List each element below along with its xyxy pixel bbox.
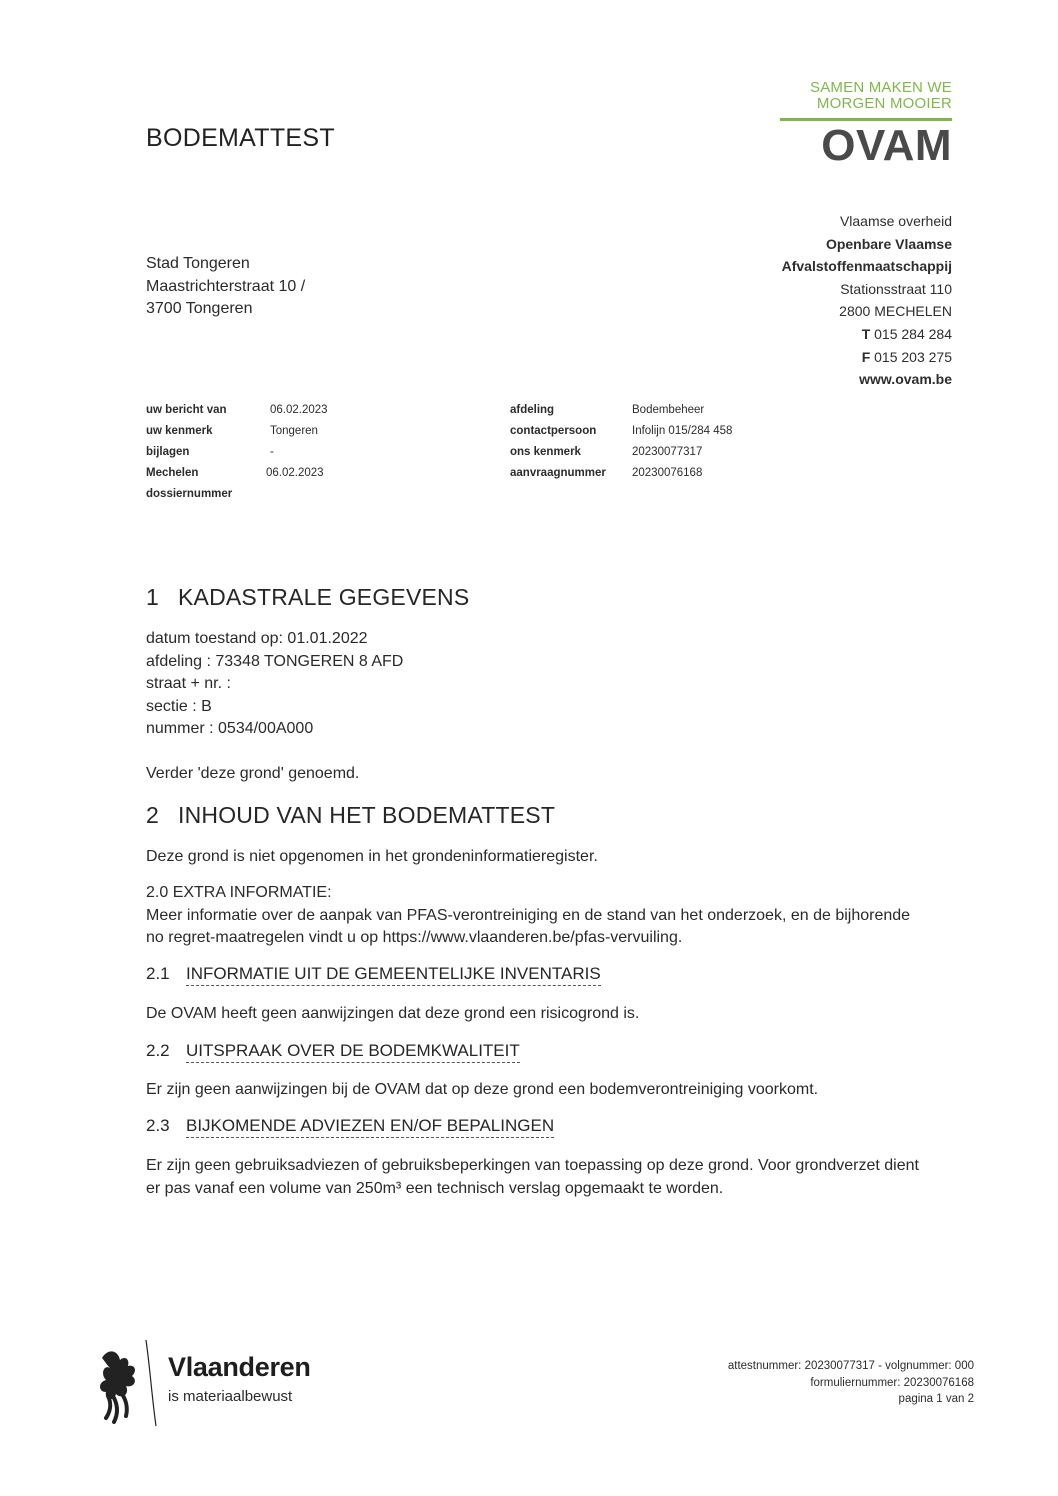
recipient-address <box>146 253 305 321</box>
meta-label: ons kenmerk <box>510 446 581 458</box>
footer-attest-number: attestnummer: 20230077317 - volgnummer: 000 <box>727 1360 974 1372</box>
meta-label: uw kenmerk <box>146 425 213 437</box>
sender-line-2: Openbare Vlaamse <box>825 235 952 252</box>
sender-address <box>692 210 952 391</box>
sender-fax <box>692 346 952 369</box>
meta-row-right <box>510 421 596 441</box>
subsection-2-1-heading <box>146 964 601 984</box>
subsection-title: INFORMATIE UIT DE GEMEENTELIJKE INVENTARIS <box>186 964 601 986</box>
sender-line-4: Stationsstraat 110 <box>840 280 952 297</box>
meta-value: Tongeren <box>270 425 318 437</box>
recipient-line-3: 3700 Tongeren <box>146 300 253 318</box>
section-1-heading <box>146 584 469 611</box>
meta-value: - <box>270 446 274 458</box>
extra-info-line: Meer informatie over de aanpak van PFAS-verontreiniging en de stand van het onderzoek, en de bijhorende <box>146 906 911 924</box>
logo-tagline-1: SAMEN MAKEN WE <box>810 79 952 96</box>
meta-value: Bodembeheer <box>632 404 705 416</box>
meta-label: contactpersoon <box>510 425 597 437</box>
meta-label: dossiernummer <box>146 488 233 500</box>
subsection-2-2-heading <box>146 1041 520 1061</box>
sender-line-3: Afvalstoffenmaatschappij <box>781 258 952 275</box>
meta-row-left <box>146 463 198 483</box>
meta-row-right <box>510 442 581 462</box>
subsection-number: 2.2 <box>146 1041 170 1060</box>
meta-value: Infolijn 015/284 458 <box>632 425 733 437</box>
meta-label: Mechelen <box>146 467 199 479</box>
logo-wordmark: OVAM <box>821 121 952 170</box>
extra-info-line: no regret-maatregelen vindt u op https://www.vlaanderen.be/pfas-vervuiling. <box>146 929 683 947</box>
extra-info-title: 2.0 EXTRA INFORMATIE: <box>146 884 332 901</box>
ovam-logo <box>780 80 952 169</box>
subsection-number: 2.3 <box>146 1116 170 1135</box>
vlaanderen-tagline: is materiaalbewust <box>168 1388 293 1405</box>
meta-value: 06.02.2023 <box>270 404 328 416</box>
meta-value: 20230077317 <box>632 446 703 458</box>
meta-label: bijlagen <box>146 446 190 458</box>
flemish-lion-icon <box>96 1338 158 1428</box>
subsection-2-3-heading <box>146 1116 554 1136</box>
cadastral-line: straat + nr. : <box>146 675 231 693</box>
footer-form-number: formuliernummer: 20230076168 <box>810 1376 974 1389</box>
footer-reference <box>728 1358 974 1408</box>
meta-label: uw bericht van <box>146 404 227 416</box>
subsection-2-1-text: De OVAM heeft geen aanwijzingen dat deze grond een risicogrond is. <box>146 1005 640 1022</box>
meta-row-left <box>146 442 189 462</box>
document-title: BODEMATTEST <box>146 124 335 152</box>
subsection-title: UITSPRAAK OVER DE BODEMKWALITEIT <box>186 1041 520 1063</box>
extra-information <box>146 882 976 950</box>
fax-label: F <box>861 348 871 365</box>
subsection-number: 2.1 <box>146 964 170 983</box>
meta-label: afdeling <box>510 404 555 416</box>
fax-number: 015 203 275 <box>874 348 952 365</box>
section-2-heading <box>146 802 555 829</box>
footer-page-number: pagina 1 van 2 <box>898 1393 974 1405</box>
logo-tagline-2: MORGEN MOOIER <box>816 95 952 112</box>
sender-phone <box>692 323 952 346</box>
sender-website[interactable]: www.ovam.be <box>859 371 952 388</box>
section-title: KADASTRALE GEGEVENS <box>178 584 470 610</box>
phone-number: 015 284 284 <box>874 325 952 342</box>
section-title: INHOUD VAN HET BODEMATTEST <box>178 802 556 828</box>
meta-label: aanvraagnummer <box>510 467 606 479</box>
recipient-line-1: Stad Tongeren <box>146 255 250 272</box>
meta-value: 20230076168 <box>632 467 703 479</box>
subsection-title: BIJKOMENDE ADVIEZEN EN/OF BEPALINGEN <box>186 1116 554 1138</box>
cadastral-details <box>146 628 976 741</box>
subsection-2-3-text <box>146 1155 976 1200</box>
meta-value: 06.02.2023 <box>266 467 324 479</box>
sender-line-5: 2800 MECHELEN <box>839 303 952 320</box>
vlaanderen-wordmark: Vlaanderen <box>168 1352 311 1382</box>
section-number: 1 <box>146 584 159 610</box>
cadastral-note: Verder 'deze grond' genoemd. <box>146 765 360 782</box>
cadastral-line: afdeling : 73348 TONGEREN 8 AFD <box>146 652 404 670</box>
meta-row-right <box>510 400 554 420</box>
subsection-text-line: Er zijn geen gebruiksadviezen of gebruiksbeperkingen van toepassing op deze grond. Voor grondverzet dient <box>146 1157 919 1174</box>
cadastral-line: sectie : B <box>146 697 212 715</box>
section-2-intro: Deze grond is niet opgenomen in het grondeninformatieregister. <box>146 848 598 865</box>
subsection-text-line: er pas vanaf een volume van 250m³ een technisch verslag opgemaakt te worden. <box>146 1179 724 1197</box>
section-number: 2 <box>146 802 159 828</box>
sender-line-1: Vlaamse overheid <box>839 213 952 229</box>
cadastral-line: nummer : 0534/00A000 <box>146 720 314 738</box>
phone-label: T <box>861 325 871 342</box>
meta-row-right <box>510 463 606 483</box>
vlaanderen-logo <box>96 1338 336 1428</box>
cadastral-line: datum toestand op: 01.01.2022 <box>146 630 368 647</box>
meta-row-left <box>146 400 227 420</box>
meta-row-left <box>146 484 232 504</box>
recipient-line-2: Maastrichterstraat 10 / <box>146 277 306 295</box>
subsection-2-2-text: Er zijn geen aanwijzingen bij de OVAM dat op deze grond een bodemverontreiniging voorkomt. <box>146 1081 819 1098</box>
meta-row-left <box>146 421 212 441</box>
